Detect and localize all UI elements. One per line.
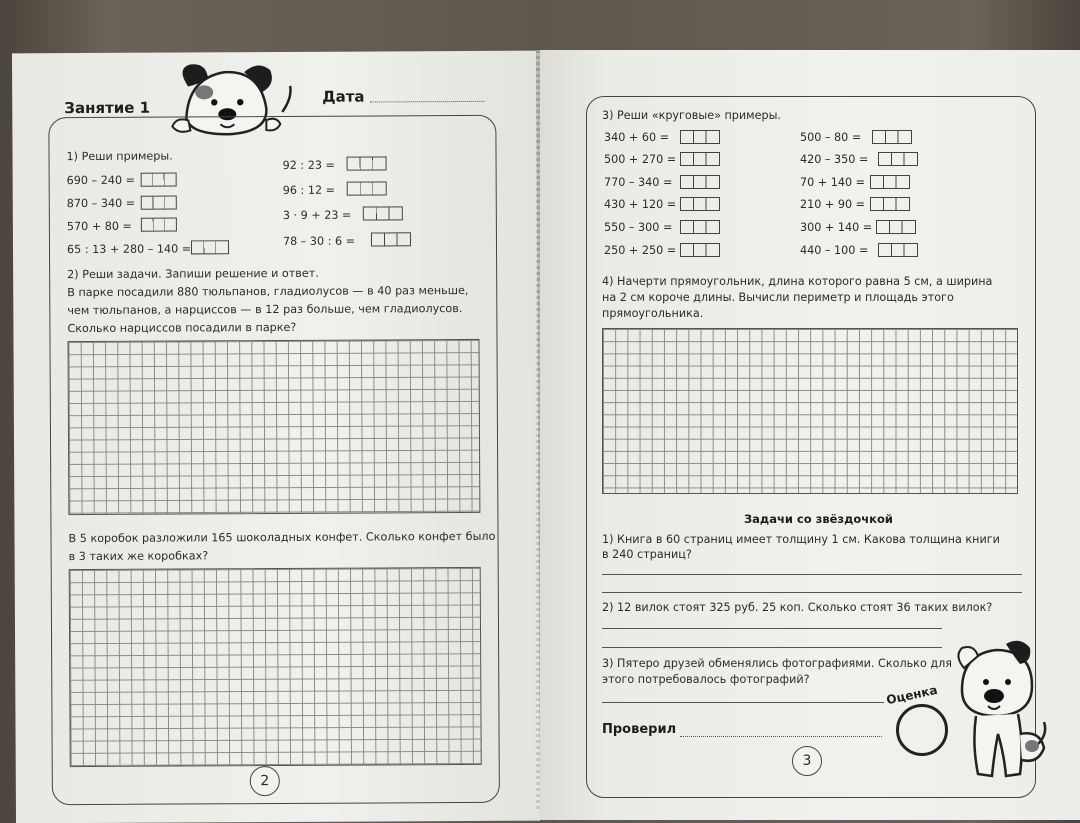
task3-title: 3) Реши «круговые» примеры. [602, 109, 781, 122]
answer-box[interactable] [141, 196, 177, 210]
example: 570 + 80 = [66, 219, 132, 234]
answer-box[interactable] [371, 232, 411, 246]
checked-label: Проверил [602, 722, 677, 737]
star-task1: в 240 страниц? [602, 548, 692, 561]
task3-line: В 5 коробок разложили 165 шоколадных конфет. Сколько конфет было [68, 529, 496, 546]
answer-grid[interactable] [69, 567, 482, 767]
answer-box[interactable] [680, 130, 720, 144]
task2-line: чем тюльпанов, а нарциссов — в 12 раз больше, чем гладиолусов. [67, 302, 463, 318]
drawing-grid[interactable] [602, 328, 1018, 494]
example: 3 · 9 + 23 = [282, 208, 352, 222]
grade-label: Оценка [885, 682, 939, 708]
task4-line: прямоугольника. [602, 307, 704, 320]
example: 210 + 90 = [800, 198, 866, 211]
lesson-title: Занятие 1 [64, 98, 151, 118]
star-tasks-title: Задачи со звёздочкой [744, 512, 893, 526]
task4-line: на 2 см короче длины. Вычисли периметр и площадь этого [602, 291, 954, 304]
page-number: 3 [792, 746, 822, 776]
example: 690 – 240 = [66, 173, 136, 188]
answer-line[interactable] [602, 574, 1022, 575]
star-task3: 3) Пятеро друзей обменялись фотографиями. Сколько для [602, 657, 952, 670]
answer-box[interactable] [872, 130, 912, 144]
example: 300 + 140 = [800, 221, 873, 234]
star-task1: 1) Книга в 60 страниц имеет толщину 1 см. Какова толщина книги [602, 533, 1000, 546]
answer-box[interactable] [347, 156, 387, 170]
example: 870 – 340 = [66, 196, 136, 211]
example: 500 – 80 = [800, 131, 862, 144]
answer-box[interactable] [876, 220, 916, 234]
example: 65 : 13 + 280 – 140 = [66, 242, 192, 257]
example: 430 + 120 = [604, 198, 677, 211]
answer-box[interactable] [878, 152, 918, 166]
example: 250 + 250 = [604, 244, 677, 257]
example: 340 + 60 = [604, 131, 670, 144]
task1-title: 1) Реши примеры. [66, 149, 173, 164]
example: 70 + 140 = [800, 176, 866, 189]
answer-line[interactable] [602, 592, 1022, 593]
answer-box[interactable] [680, 220, 720, 234]
checked-line[interactable] [680, 736, 882, 737]
answer-box[interactable] [680, 197, 720, 211]
answer-line[interactable] [602, 647, 942, 648]
example: 770 – 340 = [604, 176, 673, 189]
example: 92 : 23 = [282, 158, 335, 172]
date-label: Дата [322, 87, 365, 106]
example: 96 : 12 = [282, 183, 336, 197]
answer-box[interactable] [870, 197, 910, 211]
answer-box[interactable] [870, 175, 910, 189]
example: 500 + 270 = [604, 153, 677, 166]
answer-line[interactable] [602, 702, 884, 703]
page-number: 2 [250, 766, 280, 796]
star-task3: этого потребовалось фотографий? [602, 673, 810, 686]
answer-box[interactable] [680, 175, 720, 189]
grade-circle[interactable] [896, 704, 948, 756]
answer-box[interactable] [680, 243, 720, 257]
date-line [370, 101, 484, 103]
task2-title: 2) Реши задачи. Запиши решение и ответ. [67, 266, 319, 282]
example: 550 – 300 = [604, 221, 673, 234]
example: 78 – 30 : 6 = [282, 234, 356, 248]
answer-line[interactable] [602, 628, 942, 629]
task3-line: в 3 таких же коробках? [68, 549, 209, 564]
example: 440 – 100 = [800, 244, 869, 257]
answer-box[interactable] [191, 240, 229, 254]
left-page [12, 51, 540, 823]
task2-line: Сколько нарциссов посадили в парке? [67, 320, 297, 336]
star-task2: 2) 12 вилок стоят 325 руб. 25 коп. Сколько стоят 36 таких вилок? [602, 601, 993, 614]
example: 420 – 350 = [800, 153, 869, 166]
task4-line: 4) Начерти прямоугольник, длина которого равна 5 см, а ширина [602, 275, 993, 288]
task2-line: В парке посадили 880 тюльпанов, гладиолусов — в 40 раз меньше, [67, 283, 469, 300]
answer-box[interactable] [141, 218, 177, 232]
answer-grid[interactable] [67, 339, 480, 515]
answer-box[interactable] [878, 243, 918, 257]
answer-box[interactable] [141, 173, 177, 187]
answer-box[interactable] [363, 206, 403, 220]
answer-box[interactable] [347, 181, 387, 195]
answer-box[interactable] [680, 152, 720, 166]
right-page [540, 50, 1080, 820]
dog-illustration [948, 634, 1058, 784]
